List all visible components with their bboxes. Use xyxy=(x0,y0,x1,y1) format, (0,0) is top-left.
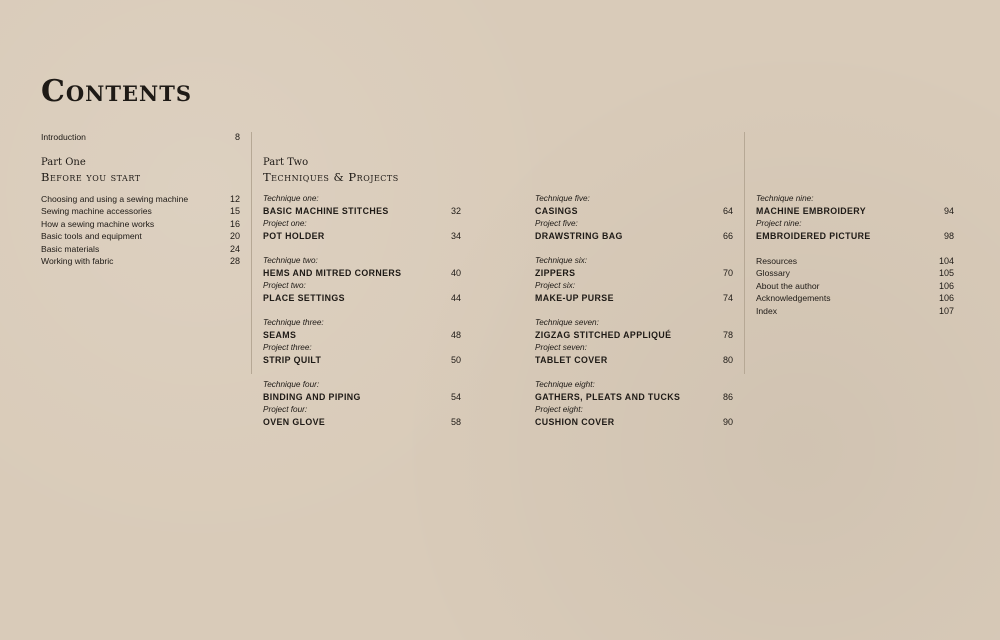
toc-entry-label: BINDING AND PIPING xyxy=(263,392,361,403)
page-title: Contents xyxy=(41,74,192,109)
column-divider xyxy=(744,132,745,374)
toc-entry-label: BASIC MACHINE STITCHES xyxy=(263,206,389,217)
toc-entry-page: 44 xyxy=(450,293,461,304)
toc-entry-page: 106 xyxy=(938,280,954,291)
toc-entry-label: SEAMS xyxy=(263,330,297,341)
project-kicker: Project eight: xyxy=(535,404,583,414)
column-divider xyxy=(251,132,252,374)
toc-entry-page: 58 xyxy=(450,417,461,428)
back-matter-list xyxy=(756,255,954,317)
technique-entry[interactable] xyxy=(535,205,733,217)
technique-kicker: Technique five: xyxy=(535,194,590,203)
part-two-label: Part Two xyxy=(263,157,309,168)
technique-group xyxy=(263,193,461,243)
technique-group xyxy=(263,255,461,305)
project-kicker: Project five: xyxy=(535,218,578,228)
toc-entry-label: Choosing and using a sewing machine xyxy=(41,194,189,204)
toc-entry-page: 28 xyxy=(229,255,240,266)
toc-entry-page: 105 xyxy=(938,268,954,279)
toc-entry-page: 104 xyxy=(938,255,954,266)
toc-entry-page: 54 xyxy=(450,392,461,403)
toc-entry-page: 98 xyxy=(943,231,954,242)
toc-entry-page: 34 xyxy=(450,231,461,242)
toc-entry-label: About the author xyxy=(756,280,820,291)
toc-entry-label: TABLET COVER xyxy=(535,355,608,366)
toc-entry-label: Index xyxy=(756,305,778,316)
toc-entry-page: 106 xyxy=(938,293,954,304)
toc-entry-page: 107 xyxy=(938,305,954,316)
toc-entry-label: Introduction xyxy=(41,132,86,142)
toc-entry-page: 50 xyxy=(450,355,461,366)
technique-kicker: Technique two: xyxy=(263,255,318,265)
technique-group xyxy=(756,193,954,243)
toc-entry-page: 74 xyxy=(722,293,733,304)
technique-entry[interactable] xyxy=(263,205,461,217)
toc-entry-page: 80 xyxy=(722,355,733,366)
technique-group xyxy=(535,379,733,429)
part-one-title: Before you start xyxy=(41,170,141,184)
toc-entry-label: STRIP QUILT xyxy=(263,355,322,366)
toc-entry-page: 40 xyxy=(450,268,461,279)
toc-entry-label: Working with fabric xyxy=(41,255,114,266)
list-item[interactable] xyxy=(41,205,240,217)
toc-entry-label: OVEN GLOVE xyxy=(263,417,326,428)
project-entry[interactable] xyxy=(756,230,954,242)
technique-group xyxy=(535,255,733,305)
toc-entry-page: 15 xyxy=(229,206,240,217)
toc-entry-label: EMBROIDERED PICTURE xyxy=(756,231,871,242)
list-item[interactable] xyxy=(756,255,954,267)
toc-entry-page: 70 xyxy=(722,268,733,279)
technique-kicker: Technique three: xyxy=(263,317,324,327)
toc-entry-page: 20 xyxy=(229,231,240,242)
toc-entry-label: POT HOLDER xyxy=(263,231,325,242)
part-one-list xyxy=(41,193,240,267)
list-item[interactable] xyxy=(41,243,240,255)
technique-entry[interactable] xyxy=(756,205,954,217)
technique-kicker: Technique seven: xyxy=(535,317,599,327)
toc-entry-page: 78 xyxy=(722,330,733,341)
technique-entry[interactable] xyxy=(263,329,461,341)
technique-entry[interactable] xyxy=(535,267,733,279)
toc-entry-label: PLACE SETTINGS xyxy=(263,293,345,304)
technique-entry[interactable] xyxy=(263,391,461,403)
project-kicker: Project three: xyxy=(263,342,312,352)
toc-entry-page: 24 xyxy=(229,243,240,254)
list-item[interactable] xyxy=(756,292,954,304)
toc-entry-page: 8 xyxy=(234,132,240,142)
project-entry[interactable] xyxy=(263,354,461,366)
technique-kicker: Technique one: xyxy=(263,194,319,203)
toc-entry-page: 12 xyxy=(229,194,240,204)
technique-group xyxy=(535,317,733,367)
toc-entry-page: 32 xyxy=(450,206,461,217)
toc-entry-label: MAKE-UP PURSE xyxy=(535,293,614,304)
technique-group xyxy=(263,317,461,367)
project-kicker: Project nine: xyxy=(756,218,802,228)
technique-group xyxy=(263,379,461,429)
toc-entry-page: 64 xyxy=(722,206,733,217)
toc-entry-label: MACHINE EMBROIDERY xyxy=(756,206,866,217)
list-item[interactable] xyxy=(41,230,240,242)
project-kicker: Project two: xyxy=(263,280,306,290)
project-entry[interactable] xyxy=(535,416,733,428)
list-item[interactable] xyxy=(756,305,954,317)
project-kicker: Project one: xyxy=(263,218,307,228)
toc-entry-page: 16 xyxy=(229,218,240,229)
technique-entry[interactable] xyxy=(535,391,733,403)
toc-entry-label: ZIGZAG STITCHED APPLIQUÉ xyxy=(535,330,672,341)
toc-entry-label: Glossary xyxy=(756,268,790,279)
project-entry[interactable] xyxy=(535,230,733,242)
technique-entry[interactable] xyxy=(535,329,733,341)
technique-kicker: Technique nine: xyxy=(756,194,814,203)
project-kicker: Project four: xyxy=(263,404,308,414)
part-two-list-c xyxy=(756,193,954,317)
part-two-list-b xyxy=(535,193,733,441)
technique-kicker: Technique four: xyxy=(263,379,320,389)
technique-kicker: Technique six: xyxy=(535,255,588,265)
toc-entry-label: How a sewing machine works xyxy=(41,218,155,229)
toc-entry-introduction[interactable] xyxy=(41,131,240,143)
list-item[interactable] xyxy=(756,267,954,279)
technique-group xyxy=(535,193,733,243)
project-entry[interactable] xyxy=(263,292,461,304)
toc-entry-page: 86 xyxy=(722,392,733,403)
toc-entry-page: 66 xyxy=(722,231,733,242)
technique-entry[interactable] xyxy=(263,267,461,279)
list-item[interactable] xyxy=(41,193,240,205)
technique-kicker: Technique eight: xyxy=(535,379,595,389)
toc-entry-page: 90 xyxy=(722,417,733,428)
toc-entry-label: HEMS AND MITRED CORNERS xyxy=(263,268,402,279)
project-entry[interactable] xyxy=(263,416,461,428)
project-kicker: Project six: xyxy=(535,280,576,290)
toc-entry-label: CUSHION COVER xyxy=(535,417,615,428)
toc-entry-page: 48 xyxy=(450,330,461,341)
project-kicker: Project seven: xyxy=(535,342,587,352)
toc-entry-label: ZIPPERS xyxy=(535,268,576,279)
toc-entry-label: Basic materials xyxy=(41,243,100,254)
list-item[interactable] xyxy=(756,280,954,292)
part-one-label: Part One xyxy=(41,157,86,168)
toc-entry-page: 94 xyxy=(943,206,954,217)
toc-entry-label: Resources xyxy=(756,255,798,266)
toc-entry-label: Acknowledgements xyxy=(756,293,831,304)
project-entry[interactable] xyxy=(535,354,733,366)
list-item[interactable] xyxy=(41,218,240,230)
project-entry[interactable] xyxy=(263,230,461,242)
part-two-list-a xyxy=(263,193,461,441)
list-item[interactable] xyxy=(41,255,240,267)
project-entry[interactable] xyxy=(535,292,733,304)
toc-entry-label: DRAWSTRING BAG xyxy=(535,231,623,242)
toc-entry-label: GATHERS, PLEATS AND TUCKS xyxy=(535,392,681,403)
toc-entry-label: Sewing machine accessories xyxy=(41,206,152,217)
toc-entry-label: Basic tools and equipment xyxy=(41,231,142,242)
part-two-title: Techniques & Projects xyxy=(263,170,399,184)
toc-entry-label: CASINGS xyxy=(535,206,578,217)
